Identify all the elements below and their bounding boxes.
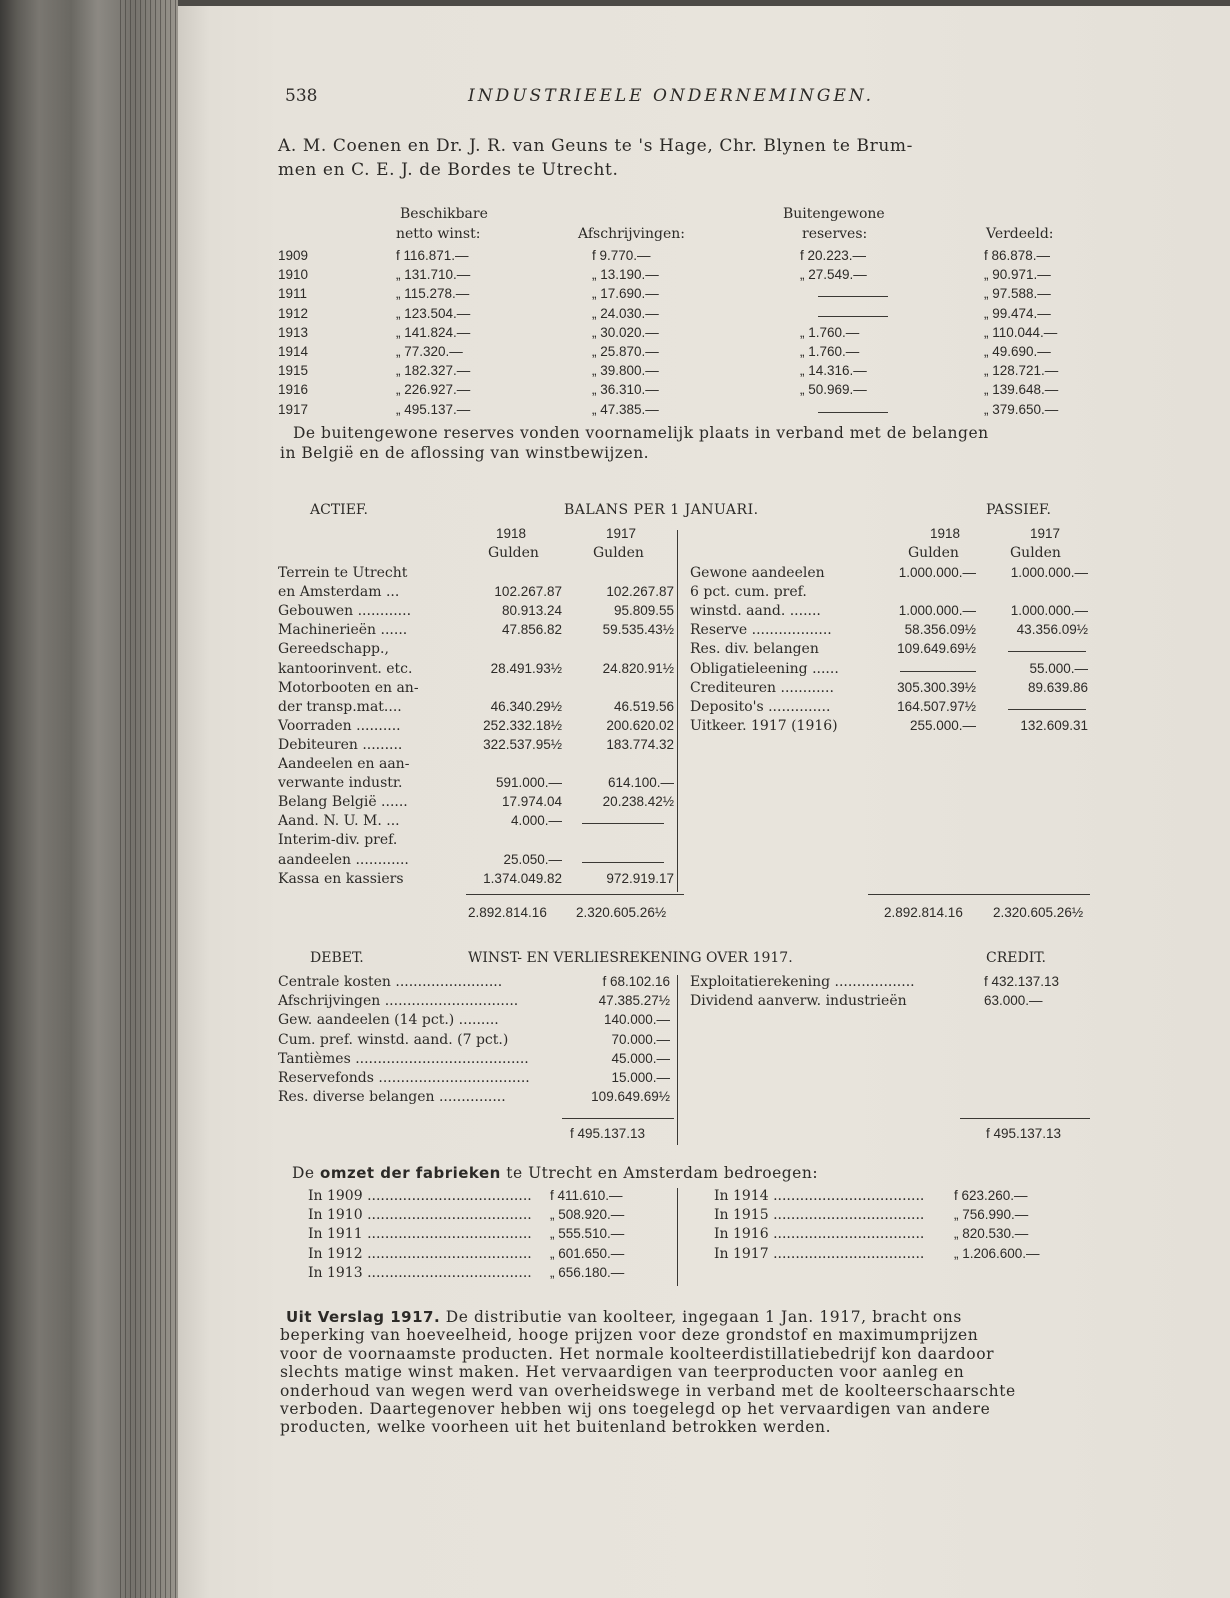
- actief-row-1918: 322.537.95½: [483, 736, 562, 752]
- header-afschrijvingen: Afschrijvingen:: [578, 226, 685, 242]
- debet-row-label: Centrale kosten ........................: [278, 974, 503, 990]
- credit-row-label: Dividend aanverw. industrieën: [690, 993, 907, 1010]
- passief-row-1917: 1.000.000.—: [1010, 565, 1088, 580]
- passief-total-1917: 2.320.605.26½: [993, 905, 1084, 920]
- omzet-right-value: „ 1.206.600.—: [954, 1245, 1040, 1261]
- profit-row-verdeeld: „ 99.474.—: [984, 305, 1051, 321]
- verslag-line-1: [286, 1308, 962, 1326]
- actief-row-1917-dash: [582, 862, 664, 863]
- passief-row-1917: 1.000.000.—: [1010, 603, 1088, 619]
- pl-title: WINST- EN VERLIESREKENING OVER 1917.: [468, 950, 793, 966]
- debet-row-value: 15.000.—: [611, 1070, 670, 1085]
- page-edges: [120, 0, 178, 1598]
- omzet-left-value: „ 508.920.—: [550, 1207, 625, 1223]
- pl-total-left: f 495.137.13: [570, 1126, 646, 1141]
- passief-unit-1917: Gulden: [1010, 545, 1061, 561]
- profit-row-verdeeld: „ 49.690.—: [984, 344, 1051, 359]
- actief-row-1917: 24.820.91½: [602, 660, 674, 676]
- profit-row-afschr: „ 25.870.—: [592, 344, 659, 359]
- credit-row-label: Exploitatierekening ..................: [690, 974, 915, 990]
- actief-row-1917: 46.519.56: [613, 698, 674, 714]
- omzet-heading: [292, 1164, 818, 1182]
- omzet-left-value: f 411.610.—: [550, 1188, 623, 1203]
- profit-row-reserves: „ 1.760.—: [800, 324, 860, 340]
- balance-actief-title: ACTIEF.: [310, 502, 368, 518]
- profit-row-reserves: „ 27.549.—: [800, 267, 867, 283]
- verslag-line-5: onderhoud van wegen werd van overheidswege in verband met de koolteerschaarschte: [280, 1381, 1016, 1400]
- passief-row-1917: 89.639.86: [1027, 679, 1088, 695]
- passief-row-1918: 255.000.—: [909, 717, 976, 733]
- profit-row-winst: „ 77.320.—: [396, 344, 463, 359]
- debet-row-label: Reservefonds ..................................: [278, 1070, 530, 1086]
- actief-unit-1917: Gulden: [593, 545, 644, 561]
- profit-row-reserves: f 20.223.—: [800, 248, 867, 263]
- profit-row-afschr: f 9.770.—: [592, 248, 651, 263]
- page-number: 538: [285, 86, 318, 106]
- actief-row-1918: 17.974.04: [501, 794, 562, 810]
- header-buitengewone: Buitengewone: [783, 206, 885, 222]
- actief-row-1917: 20.238.42½: [602, 794, 674, 810]
- actief-row-1918: 80.913.24: [501, 603, 562, 619]
- profit-row-winst: „ 123.504.—: [396, 305, 471, 321]
- omzet-right-value: f 623.260.—: [954, 1188, 1028, 1203]
- actief-row-1917-dash: [582, 823, 664, 824]
- actief-row-1918: 28.491.93½: [490, 660, 562, 676]
- profit-row-reserves: „ 50.969.—: [800, 382, 867, 398]
- profit-row-winst: „ 141.824.—: [396, 324, 471, 340]
- actief-row-label: Belang België ......: [278, 794, 408, 811]
- actief-row-1918: 46.340.29½: [490, 698, 562, 714]
- omzet-left-label: In 1910 .....................................: [308, 1207, 532, 1224]
- passief-row-label: Gewone aandeelen: [690, 565, 825, 581]
- omzet-right-label: In 1915 ..................................: [714, 1207, 925, 1224]
- actief-row-1918: 252.332.18½: [483, 717, 562, 733]
- header-verdeeld: Verdeeld:: [986, 226, 1054, 242]
- header-netto-winst: netto winst:: [396, 226, 481, 242]
- balance-divider: [677, 530, 678, 892]
- profit-row-winst: f 116.871.—: [396, 248, 469, 263]
- omzet-bold: omzet der fabrieken: [320, 1164, 501, 1182]
- passief-unit-1918: Gulden: [908, 545, 959, 561]
- actief-row-label: kantoorinvent. etc.: [278, 660, 413, 677]
- profit-row-winst: „ 131.710.—: [396, 267, 471, 283]
- actief-row-label: Interim-div. pref.: [278, 832, 398, 849]
- profit-row-afschr: „ 17.690.—: [592, 286, 659, 302]
- profit-row-verdeeld: „ 110.044.—: [984, 324, 1058, 340]
- omzet-left-label: In 1913 .....................................: [308, 1264, 532, 1281]
- verslag-line-2: beperking van hoeveelheid, hooge prijzen voor deze grondstof en maximumprijzen: [280, 1326, 979, 1345]
- debet-row-label: Res. diverse belangen ...............: [278, 1089, 506, 1106]
- omzet-left-label: In 1912 .....................................: [308, 1245, 532, 1262]
- omzet-left-label: In 1909 .....................................: [308, 1188, 532, 1204]
- verslag-line-3: voor de voornaamste producten. Het normale koolteerdistillatiebedrijf kon daardoor: [280, 1344, 995, 1363]
- passief-total-rule: [868, 894, 1090, 895]
- profit-row-verdeeld: „ 139.648.—: [984, 382, 1059, 398]
- verslag-bold: Uit Verslag 1917.: [286, 1308, 441, 1326]
- profit-row-verdeeld: „ 379.650.—: [984, 401, 1059, 417]
- actief-row-1918: 591.000.—: [495, 775, 562, 791]
- omzet-right-label: In 1916 ..................................: [714, 1226, 925, 1243]
- credit-row-value: f 432.137.13: [984, 974, 1060, 989]
- passief-total-1918: 2.892.814.16: [884, 905, 963, 920]
- debet-row-label: Tantièmes .......................................: [278, 1050, 529, 1067]
- passief-year-1918: 1918: [930, 526, 961, 541]
- passief-row-1917: 132.609.31: [1020, 717, 1088, 733]
- actief-row-1917: 59.535.43½: [602, 622, 674, 638]
- debet-row-value: 47.385.27½: [598, 993, 670, 1009]
- profit-row-afschr: „ 39.800.—: [592, 363, 659, 379]
- verslag-line-7: producten, welke voorheen uit het buitenland betrokken werden.: [280, 1418, 832, 1437]
- actief-row-label: Machinerieën ......: [278, 622, 408, 639]
- debet-row-value: 109.649.69½: [591, 1089, 670, 1105]
- passief-row-1917-dash: [1008, 709, 1086, 710]
- running-title: INDUSTRIEELE ONDERNEMINGEN.: [468, 86, 875, 106]
- profit-row-winst: „ 226.927.—: [396, 382, 471, 398]
- passief-row-label: Obligatieleening ......: [690, 660, 839, 677]
- profit-row-year: 1913: [278, 324, 309, 340]
- profit-row-winst: „ 495.137.—: [396, 401, 471, 417]
- actief-total-1917: 2.320.605.26½: [576, 905, 667, 920]
- omzet-right-label: In 1914 ..................................: [714, 1188, 925, 1204]
- actief-row-label: der transp.mat....: [278, 698, 402, 715]
- actief-row-1917: 95.809.55: [613, 603, 674, 619]
- omzet-left-value: „ 656.180.—: [550, 1264, 625, 1280]
- pl-right-total-rule: [960, 1118, 1090, 1119]
- credit-row-value: 63.000.—: [984, 993, 1043, 1009]
- actief-row-1918: 47.856.82: [501, 622, 562, 638]
- omzet-divider: [677, 1188, 678, 1286]
- omzet-left-value: „ 601.650.—: [550, 1245, 625, 1261]
- profit-row-winst: „ 182.327.—: [396, 363, 471, 379]
- pl-debet-title: DEBET.: [310, 950, 364, 966]
- actief-unit-1918: Gulden: [488, 545, 539, 561]
- actief-row-1917: 614.100.—: [607, 775, 674, 791]
- profit-row-reserves: „ 1.760.—: [800, 344, 860, 359]
- verslag-line-6: verboden. Daartegenover hebben wij ons toegelegd op het vervaardigen van andere: [280, 1400, 991, 1418]
- actief-row-label: Gereedschapp.,: [278, 641, 389, 658]
- passief-row-1918: 109.649.69½: [897, 641, 976, 657]
- actief-row-1918: 25.050.—: [503, 851, 562, 867]
- profit-row-year: 1911: [278, 286, 308, 302]
- profit-row-afschr: „ 30.020.—: [592, 324, 659, 340]
- actief-row-label: Gebouwen ............: [278, 603, 412, 620]
- profit-row-reserves-dash: [818, 412, 888, 413]
- omzet-left-label: In 1911 .....................................: [308, 1226, 532, 1243]
- omzet-right-value: „ 756.990.—: [954, 1207, 1029, 1223]
- passief-row-label: Uitkeer. 1917 (1916): [690, 717, 838, 734]
- balance-passief-title: PASSIEF.: [986, 502, 1051, 518]
- actief-row-1917: 972.919.17: [606, 870, 674, 886]
- passief-row-label: Res. div. belangen: [690, 641, 819, 658]
- profit-row-afschr: „ 24.030.—: [592, 305, 659, 321]
- actief-row-label: Aand. N. U. M. ...: [278, 813, 400, 830]
- omzet-right-label: In 1917 ..................................: [714, 1245, 925, 1262]
- actief-year-1917: 1917: [606, 526, 637, 541]
- passief-row-label: 6 pct. cum. pref.: [690, 584, 807, 601]
- actief-row-1918: 102.267.87: [494, 584, 562, 600]
- intro-line-1: A. M. Coenen en Dr. J. R. van Geuns te 's Hage, Chr. Blynen te Brum-: [278, 136, 913, 156]
- passief-row-label: winstd. aand. .......: [690, 603, 821, 620]
- verslag-line-1-text: De distributie van koolteer, ingegaan 1 Jan. 1917, bracht ons: [445, 1308, 962, 1326]
- actief-row-1917: 102.267.87: [606, 584, 674, 600]
- profit-row-reserves-dash: [818, 316, 888, 317]
- debet-row-value: f 68.102.16: [602, 974, 670, 989]
- passief-row-1918: 1.000.000.—: [898, 603, 976, 619]
- profit-row-year: 1916: [278, 382, 309, 398]
- omzet-pre: De: [292, 1164, 315, 1182]
- profit-row-verdeeld: „ 90.971.—: [984, 267, 1051, 283]
- actief-row-label: Aandeelen en aan-: [278, 756, 410, 772]
- actief-row-label: Terrein te Utrecht: [278, 565, 408, 581]
- debet-row-label: Gew. aandeelen (14 pct.) .........: [278, 1012, 499, 1029]
- passief-row-1918: 58.356.09½: [904, 622, 976, 638]
- actief-row-label: Kassa en kassiers: [278, 870, 404, 887]
- profit-row-year: 1909: [278, 248, 309, 263]
- debet-row-value: 45.000.—: [611, 1050, 670, 1066]
- verslag-line-4: slechts matige winst maken. Het vervaardigen van teerproducten voor aanleg en: [280, 1363, 965, 1382]
- note-line-2: in België en de aflossing van winstbewijzen.: [280, 444, 650, 462]
- actief-row-1918: 1.374.049.82: [483, 870, 562, 886]
- profit-row-reserves: „ 14.316.—: [800, 363, 867, 379]
- passief-row-1918: 305.300.39½: [897, 679, 976, 695]
- profit-row-year: 1915: [278, 363, 309, 379]
- profit-row-verdeeld: f 86.878.—: [984, 248, 1051, 263]
- note-line-1: De buitengewone reserves vonden voornamelijk plaats in verband met de belangen: [293, 424, 989, 442]
- actief-row-label: aandeelen ............: [278, 851, 409, 868]
- passief-row-1918: 1.000.000.—: [898, 565, 976, 580]
- actief-row-label: en Amsterdam ...: [278, 584, 400, 601]
- actief-row-1917: 183.774.32: [606, 736, 674, 752]
- passief-row-label: Deposito's ..............: [690, 698, 831, 715]
- actief-row-1918: 4.000.—: [510, 813, 562, 829]
- intro-line-2: men en C. E. J. de Bordes te Utrecht.: [278, 160, 619, 180]
- pl-divider: [677, 975, 678, 1145]
- balance-title: BALANS PER 1 JANUARI.: [564, 502, 759, 518]
- debet-row-value: 70.000.—: [611, 1031, 670, 1047]
- profit-row-afschr: „ 13.190.—: [592, 267, 659, 283]
- actief-row-1917: 200.620.02: [606, 717, 674, 733]
- passief-row-1917: 43.356.09½: [1016, 622, 1088, 638]
- pl-credit-title: CREDIT.: [986, 950, 1046, 966]
- profit-row-year: 1912: [278, 305, 309, 321]
- profit-row-year: 1917: [278, 401, 309, 417]
- passief-row-1918-dash: [900, 671, 976, 672]
- actief-total-rule: [466, 894, 684, 895]
- actief-row-label: Debiteuren .........: [278, 736, 403, 753]
- header-reserves: reserves:: [802, 226, 868, 242]
- passief-row-1918: 164.507.97½: [897, 698, 976, 714]
- passief-row-1917: 55.000.—: [1029, 660, 1088, 676]
- pl-left-total-rule: [562, 1118, 674, 1119]
- actief-row-label: Voorraden ..........: [278, 717, 401, 734]
- profit-row-afschr: „ 36.310.—: [592, 382, 659, 398]
- passief-row-1917-dash: [1008, 651, 1086, 652]
- header-beschikbare: Beschikbare: [400, 206, 488, 222]
- profit-row-reserves-dash: [818, 296, 888, 297]
- actief-row-label: Motorbooten en an-: [278, 679, 419, 696]
- debet-row-value: 140.000.—: [603, 1012, 670, 1028]
- actief-row-label: verwante industr.: [278, 775, 403, 792]
- profit-row-verdeeld: „ 97.588.—: [984, 286, 1051, 302]
- pl-total-right: f 495.137.13: [986, 1126, 1062, 1141]
- actief-total-1918: 2.892.814.16: [468, 905, 547, 920]
- profit-row-winst: „ 115.278.—: [396, 286, 470, 302]
- passief-row-label: Reserve ..................: [690, 622, 832, 639]
- book-page: [178, 0, 1230, 1598]
- omzet-right-value: „ 820.530.—: [954, 1226, 1029, 1242]
- profit-row-year: 1914: [278, 344, 309, 359]
- omzet-post: te Utrecht en Amsterdam bedroegen:: [506, 1164, 819, 1182]
- profit-row-afschr: „ 47.385.—: [592, 401, 659, 417]
- debet-row-label: Cum. pref. winstd. aand. (7 pct.): [278, 1031, 509, 1048]
- omzet-left-value: „ 555.510.—: [550, 1226, 625, 1242]
- debet-row-label: Afschrijvingen ..............................: [278, 993, 519, 1010]
- profit-row-year: 1910: [278, 267, 309, 283]
- actief-year-1918: 1918: [496, 526, 527, 541]
- passief-row-label: Crediteuren ............: [690, 679, 834, 696]
- passief-year-1917: 1917: [1030, 526, 1061, 541]
- profit-row-verdeeld: „ 128.721.—: [984, 363, 1059, 379]
- page-top-edge: [178, 0, 1230, 6]
